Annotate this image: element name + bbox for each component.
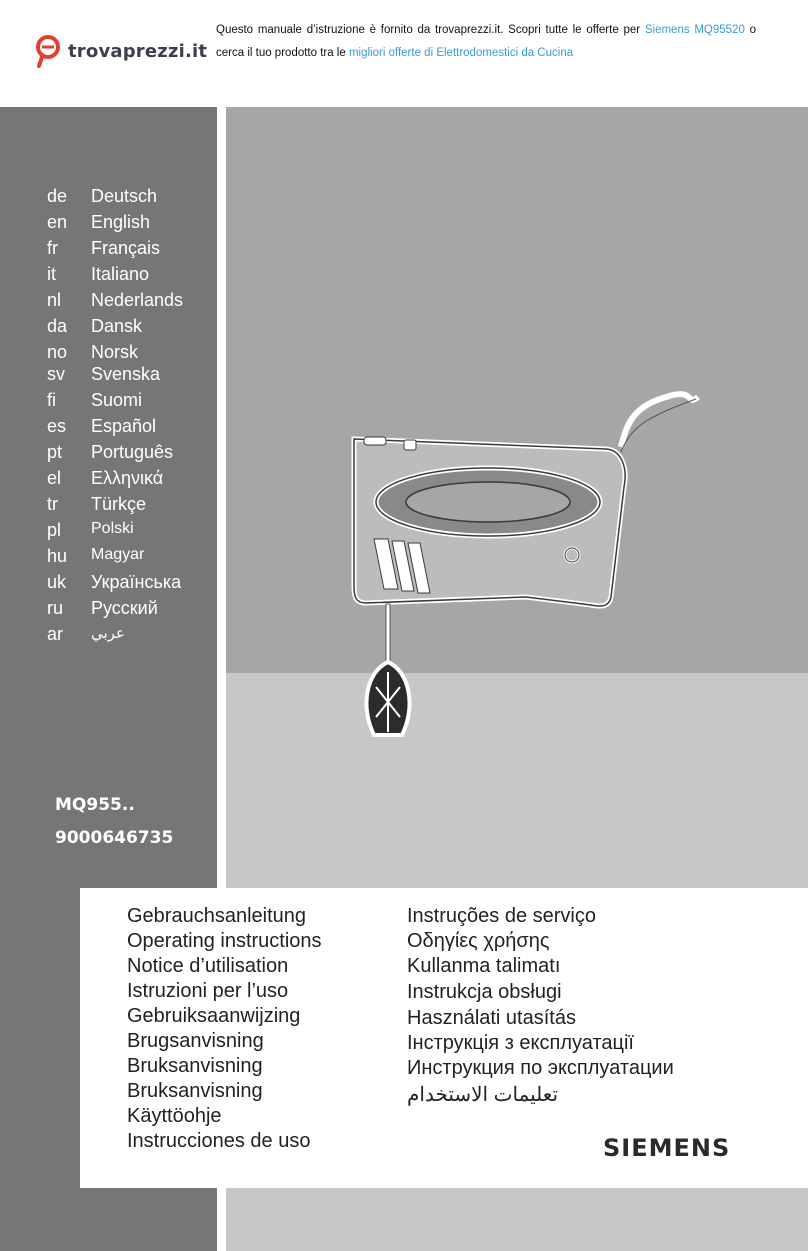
instruction-title: Οδηγίες χρήσης xyxy=(407,930,550,952)
language-code: pt xyxy=(47,442,63,462)
category-offers-link[interactable]: migliori offerte di Elettrodomestici da Cucina xyxy=(348,47,574,59)
instruction-title: Gebrauchsanleitung xyxy=(127,905,307,927)
language-code: ru xyxy=(47,598,64,618)
model-name: MQ955.. xyxy=(55,795,135,815)
model-number: 9000646735 xyxy=(55,828,174,848)
language-code: es xyxy=(47,416,67,436)
language-code: fr xyxy=(47,238,58,258)
language-name: عربي xyxy=(91,625,125,642)
cover-bottom-strip xyxy=(226,1188,808,1251)
notice-line-2 xyxy=(216,42,756,65)
language-code: uk xyxy=(47,572,67,592)
trovaprezzi-logo[interactable] xyxy=(34,34,207,68)
notice-line-2-text: cerca il tuo prodotto tra le xyxy=(216,47,349,59)
language-name: Italiano xyxy=(91,264,150,284)
instruction-title: Brugsanvisning xyxy=(127,1030,264,1052)
language-name: Suomi xyxy=(91,390,143,410)
language-code: sv xyxy=(47,364,65,384)
language-code: ar xyxy=(47,624,64,644)
download-notice xyxy=(216,19,756,65)
language-name: English xyxy=(91,212,151,232)
language-code: en xyxy=(47,212,68,232)
language-code: pl xyxy=(47,520,62,540)
language-name: Svenska xyxy=(91,364,161,384)
language-name: Polski xyxy=(91,520,134,537)
instruction-title: Operating instructions xyxy=(127,930,322,952)
logo-text: trovaprezzi.it xyxy=(68,40,208,62)
top-banner xyxy=(0,0,808,107)
language-name: Português xyxy=(91,442,174,462)
language-code: da xyxy=(47,316,68,336)
instruction-title: Kullanma talimatı xyxy=(407,955,561,977)
trovaprezzi-logo-icon xyxy=(34,34,64,68)
instruction-title: Инструкция по эксплуатации xyxy=(407,1057,674,1079)
instruction-title: Інструкція з експлуатації xyxy=(407,1032,634,1054)
language-code: no xyxy=(47,342,68,362)
language-code: it xyxy=(47,264,56,284)
language-name: Magyar xyxy=(91,546,145,563)
language-code: el xyxy=(47,468,62,488)
language-name: Deutsch xyxy=(91,186,158,206)
instruction-title: Instruções de serviço xyxy=(407,905,596,927)
language-name: Українська xyxy=(91,572,182,592)
language-name: Ελληνικά xyxy=(91,468,164,488)
instruction-title: Instrukcja obsługi xyxy=(407,981,562,1003)
language-name: Dansk xyxy=(91,316,143,336)
language-name: Nederlands xyxy=(91,290,184,310)
notice-line-1-text: Questo manuale d’istruzione è fornito da trovaprezzi.it. Scopri tutte le offerte per xyxy=(216,24,645,36)
instruction-title: Käyttöohje xyxy=(127,1105,222,1127)
notice-line-1-suffix: o xyxy=(744,24,756,36)
language-name: Türkçe xyxy=(91,494,147,514)
notice-line-1 xyxy=(216,19,756,42)
instruction-title: Gebruiksaanwijzing xyxy=(127,1005,301,1027)
hand-mixer-illustration xyxy=(226,107,808,747)
language-name: Español xyxy=(91,416,157,436)
siemens-brand-logo: SIEMENS xyxy=(603,1134,731,1162)
instruction-title: Istruzioni per l’uso xyxy=(127,980,289,1002)
instruction-title: Instrucciones de uso xyxy=(127,1130,311,1152)
language-code: fi xyxy=(47,390,56,410)
language-name: Français xyxy=(91,238,161,258)
language-name: Русский xyxy=(91,598,158,618)
language-code: nl xyxy=(47,290,62,310)
language-name: Norsk xyxy=(91,342,139,362)
product-offer-link[interactable]: Siemens MQ95520 xyxy=(644,24,745,36)
language-code: tr xyxy=(47,494,58,514)
instruction-title: Használati utasítás xyxy=(407,1007,576,1029)
card-side-stripe xyxy=(58,888,72,1188)
instruction-title: Bruksanvisning xyxy=(127,1080,263,1102)
language-code: de xyxy=(47,186,68,206)
instruction-title: تعليمات الاستخدام xyxy=(407,1084,559,1106)
instruction-title: Notice d’utilisation xyxy=(127,955,289,977)
language-code: hu xyxy=(47,546,68,566)
instruction-title: Bruksanvisning xyxy=(127,1055,263,1077)
